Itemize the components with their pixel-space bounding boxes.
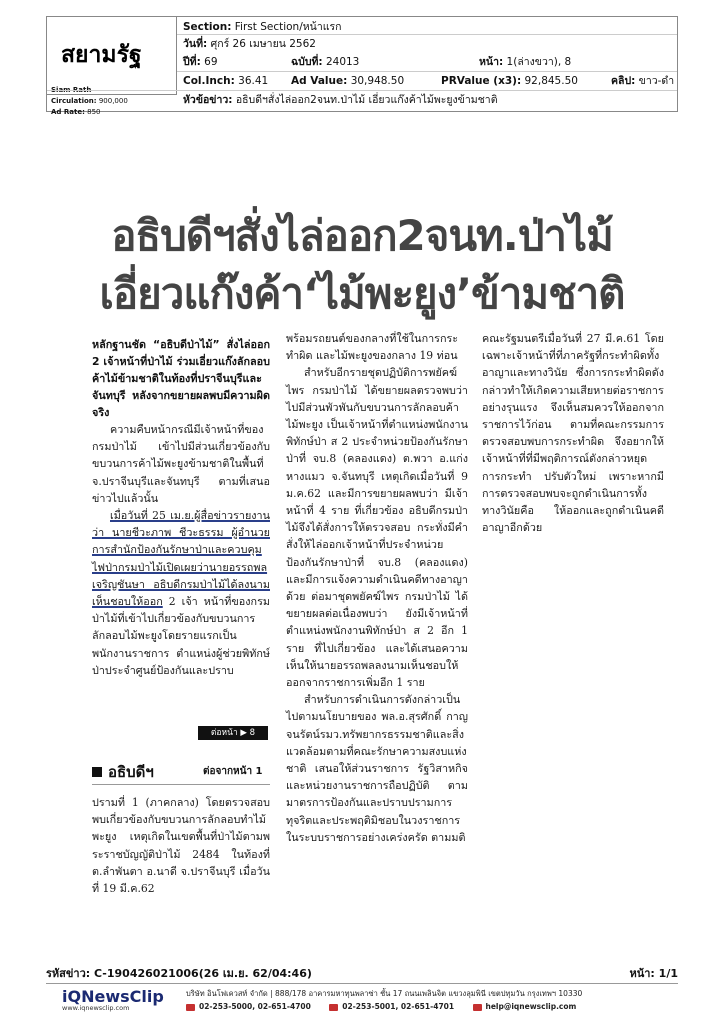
article-column-2 bbox=[286, 330, 468, 846]
article-paragraph: ความคืบหน้ากรณีมีเจ้าหน้าที่ของกรมป่าไม้ เข้าไปมีส่วนเกี่ยวข้องกับขบวนการค้าไม้พะยูงข้ามชาติในพื้นที่ จ.ปราจีนบุรีและจันทบุรี ตามที่เสนอข่าวไปแล้วนั้น bbox=[92, 423, 270, 505]
adrate-label: Ad Rate: bbox=[51, 108, 85, 116]
clip-label: คลิป: bbox=[611, 75, 636, 87]
topic-value: อธิบดีฯสั่งไล่ออก2จนท.ป่าไม้ เอี่ยวแก๊งค้าไม้พะยูงข้ามชาติ bbox=[235, 94, 498, 106]
date-label: วันที่: bbox=[183, 38, 208, 50]
year-label: ปีที่: bbox=[183, 56, 201, 68]
email-address[interactable]: help@iqnewsclip.com bbox=[485, 1002, 577, 1011]
pub-name: Siam Rath bbox=[51, 86, 92, 94]
subhead-title: อธิบดีฯ bbox=[108, 763, 154, 781]
clip-header bbox=[46, 16, 678, 116]
adrate-value: 850 bbox=[87, 108, 101, 116]
phone-number: 02-253-5000, 02-651-4700 bbox=[199, 1002, 311, 1011]
underlined-text: เมื่อวันที่ 25 เม.ย.ผู้สื่อข่าวรายงานว่า นายชีวะภาพ ชีวะธรรม ผู้อำนวยการสำนักป้องกันรักษาป่าและควบคุมไฟป่ากรมป่าไม้เปิดเผยว่านายอรรถพล เจริญชันษา อธิบดีกรมป่าไม้ได้ลงนามเห็นชอบให้ออก bbox=[92, 509, 270, 609]
continue-page-badge: ต่อหน้า ▶ 8 bbox=[198, 726, 268, 740]
contact-info bbox=[186, 1002, 592, 1011]
header-divider bbox=[177, 34, 677, 35]
value-row bbox=[183, 73, 673, 90]
topic-row bbox=[183, 92, 498, 109]
article-text: 2 เจ้า หน้าที่ของกรมป่าไม้ที่เข้าไปเกี่ยวข้องกับขบวนการลักลอบไม้พะยูงโดยรายแรกเป็นพนักงานราชการ ตำแหน่งผู้ช่วยพิทักษ์ป่าประจำศูนย์ป้องกันและปราบ bbox=[92, 595, 270, 677]
fax-number: 02-253-5001, 02-651-4701 bbox=[342, 1002, 455, 1011]
brand-logo bbox=[62, 987, 164, 1012]
article-paragraph: ปรามที่ 1 (ภาคกลาง) โดยตรวจสอบพบเกี่ยวข้องกับขบวนการลักลอบทำไม้พะยูง เหตุเกิดในเขตพื้นที่ป่าไม้ตามพระราชบัญญัติป่าไม้ 2484 ในท้องที่ ต.ลำพันตา อ.นาดี จ.ปราจีนบุรี เมื่อวันที่ 19 มี.ค.62 bbox=[92, 796, 270, 896]
logo-cell bbox=[47, 17, 177, 95]
email-icon bbox=[473, 1004, 482, 1011]
fax-icon bbox=[329, 1004, 338, 1011]
topic-label: หัวข้อข่าว: bbox=[183, 94, 233, 106]
news-id: รหัสข่าว: C-190426021006(26 เม.ย. 62/04:46) bbox=[46, 967, 312, 980]
page-label: หน้า: bbox=[479, 56, 504, 68]
article-column-1 bbox=[92, 336, 270, 679]
article-column-1b bbox=[92, 794, 270, 897]
circulation-label: Circulation: bbox=[51, 97, 97, 105]
prvalue-label: PRValue (x3): bbox=[441, 75, 522, 87]
colinch-value: 36.41 bbox=[238, 75, 269, 87]
footer-divider bbox=[46, 983, 678, 984]
brand-name: iQNewsClip bbox=[62, 987, 164, 1006]
subhead-divider bbox=[92, 784, 270, 785]
article-column-3 bbox=[482, 330, 664, 536]
date-row bbox=[183, 36, 316, 53]
square-bullet-icon bbox=[92, 767, 102, 777]
advalue-value: 30,948.50 bbox=[350, 75, 405, 87]
issue-value: 24013 bbox=[325, 56, 360, 68]
circulation-value: 900,000 bbox=[98, 97, 128, 105]
advalue-label: Ad Value: bbox=[291, 75, 348, 87]
article-paragraph: พร้อมรถยนต์ของกลางที่ใช้ในการกระทำผิด และไม้พะยูงของกลาง 19 ท่อน bbox=[286, 332, 459, 363]
page-value: 1(ล่างขวา), 8 bbox=[506, 56, 572, 68]
prvalue-value: 92,845.50 bbox=[524, 75, 578, 87]
company-address: บริษัท อินโฟเควสท์ จำกัด | 888/178 อาคารมหาทุนพลาซ่า ชั้น 17 ถนนเพลินจิต แขวงลุมพินี เขตปทุมวัน กรุงเทพฯ 10330 bbox=[186, 989, 583, 998]
headline-line-1: อธิบดีฯสั่งไล่ออก2จนท.ป่าไม้ bbox=[111, 211, 613, 260]
issue-label: ฉบับที่: bbox=[291, 56, 323, 68]
article-paragraph: สำหรับอีกรายชุดปฏิบัติการพยัคฆ์ไพร กรมป่าไม้ ได้ขยายผลตรวจพบว่าไปมีส่วนพัวพันกับขบวนการลักลอบค้าไม้พะยูง เป็นเจ้าหน้าที่ตำแหน่งพนักงานพิทักษ์ป่า ส 2 ประจำหน่วยป้องกันรักษาป่าที่ จบ.8 (คลองแดง) ต.พวา อ.แก่งหางแมว จ.จันทบุรี เหตุเกิดเมื่อวันที่ 9 ม.ค.62 และมีการขยายผลพบว่า มีเจ้าหน้าที่ 4 ราย ที่เกี่ยวข้อง อธิบดีกรมป่าไม้จึงได้สั่งการให้ตรวจสอบ กระทั่งมีคำสั่งให้ไล่ออกเจ้าหน้าที่ประจำหน่วยป้องกันรักษาป่าที่ จบ.8 (คลองแดง) และมีการแจ้งความดำเนินคดีทางอาญาด้วย ต่อมาชุดพยัคฆ์ไพร กรมป่าไม้ ได้ขยายผลต่อเนื่องพบว่า ยังมีเจ้าหน้าที่ตำแหน่งพนักงานพิทักษ์ป่า ส 2 อีก 1 ราย ที่ไปเกี่ยวข้อง และได้เสนอความเห็นให้นายอรรถพลลงนามเห็นชอบให้ออกจากราชการเพิ่มอีก 1 ราย bbox=[286, 366, 468, 690]
article-paragraph: คณะรัฐมนตรีเมื่อวันที่ 27 มี.ค.61 โดยเฉพาะเจ้าหน้าที่ที่ภาครัฐที่กระทำผิดทั้งอาญาและทางวินัย ซึ่งการกระทำผิดดังกล่าวทำให้เกิดความเสียหายต่อราชการอย่างรุนแรง จึงเห็นสมควรให้ออกจากราชการไว้ก่อน ตามที่คณะกรรมการตรวจสอบพบการกระทำผิด จึงอยากให้เจ้าหน้าที่ที่มีพฤติการณ์ดังกล่าวหยุดการกระทำ ปรับตัวใหม่ เพราะหากมีการตรวจสอบพบจะถูกดำเนินการทั้งทางวินัยคือ ให้ออกและถูกดำเนินคดีอาญาอีกด้วย bbox=[482, 332, 664, 535]
header-divider bbox=[47, 90, 677, 91]
brand-url: www.iqnewsclip.com bbox=[62, 1004, 130, 1012]
phone-icon bbox=[186, 1004, 195, 1011]
article-lead: หลักฐานชัด “อธิบดีป่าไม้” สั่งไล่ออก 2 เจ้าหน้าที่ป่าไม้ ร่วมเอี่ยวแก๊งลักลอบค้าไม้ข้ามชาติในท้องที่ปราจีนบุรีและจันทบุรี หลังจากขยายผลพบมีความผิดจริง bbox=[92, 338, 270, 419]
date-value: ศุกร์ 26 เมษายน 2562 bbox=[210, 38, 316, 50]
page-count: หน้า: 1/1 bbox=[629, 967, 678, 980]
header-divider bbox=[177, 71, 677, 72]
newspaper-logo: สยามรัฐ bbox=[61, 42, 142, 68]
headline-line-2: เอี่ยวแก๊งค้า‘ไม้พะยูง’ข้ามชาติ bbox=[99, 269, 625, 318]
section-value: First Section/หน้าแรก bbox=[234, 21, 342, 33]
continued-subhead bbox=[92, 760, 154, 784]
colinch-label: Col.Inch: bbox=[183, 75, 235, 87]
continued-from-label: ต่อจากหน้า 1 bbox=[203, 766, 263, 777]
article-paragraph bbox=[92, 507, 270, 679]
article-paragraph: สำหรับการดำเนินการดังกล่าวเป็นไปตามนโยบายของ พล.อ.สุรศักดิ์ กาญจนรัตน์รมว.ทรัพยากรธรรมชาติและสิ่งแวดล้อมตามที่คณะรักษาความสงบแห่งชาติ เสนอให้ส่วนราชการ รัฐวิสาหกิจ และหน่วยงานราชการถือปฏิบัติ ตามมาตรการป้องกันและปราบปรามการทุจริตและประพฤติมิชอบในวงราชการในระบบราชการอย่างเคร่งครัด ตามมติ bbox=[286, 693, 468, 844]
section-label: Section: bbox=[183, 21, 232, 33]
year-value: 69 bbox=[204, 56, 218, 68]
issue-row bbox=[183, 54, 673, 71]
clip-value: ขาว-ดำ bbox=[638, 75, 675, 87]
